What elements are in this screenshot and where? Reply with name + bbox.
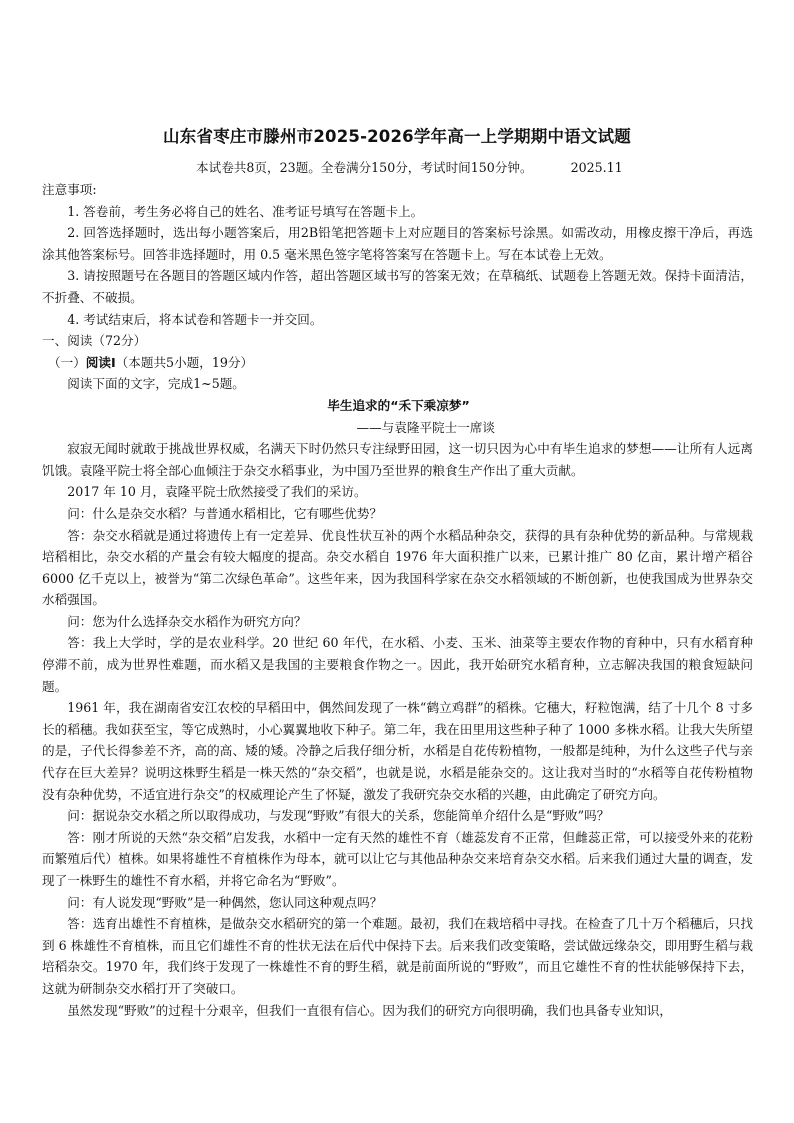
article-paragraph: 寂寂无闻时就敢于挑战世界权威，名满天下时仍然只专注绿野田园，这一切只因为心中有毕生追求的梦想——让所有人远离饥饿。袁隆平院士将全部心血倾注于杂交水稻事业，为中国乃至世界的粮食生产作出了重大贡献。 <box>42 441 753 478</box>
article-paragraph: 答：选育出雄性不育植株，是做杂交水稻研究的第一个难题。最初，我们在栽培稻中寻找。在检查了几十万个稻穗后，只找到 6 株雄性不育植株，而且它们雄性不育的性状无法在后代中保持下去。后来我们改变策略，尝试做远缘杂交，即用野生稻与栽培稻杂交。1970 年，我们终于发现了一株雄性不育的野生稻，就是前面所说的“野败”，而且它雄性不育的性状能够保持下去，这就为研制杂交水稻打开了突破口。 <box>42 916 753 996</box>
subsection-note: （本题共5小题，19分） <box>115 354 254 370</box>
reading-instruction: 阅读下面的文字，完成1~5题。 <box>67 376 245 392</box>
article-paragraph: 问：您为什么选择杂交水稻作为研究方向？ <box>67 613 307 629</box>
subsection-title: 阅读Ⅰ <box>85 354 116 370</box>
exam-body <box>42 179 753 1021</box>
exam-title: 山东省枣庄市滕州市2025-2026学年高一上学期期中语文试题 <box>163 127 631 146</box>
article-paragraph: 答：刚才所说的天然“杂交稻”启发我，水稻中一定有天然的雄性不育（雄蕊发育不正常，但雌蕊正常，可以接受外来的花粉而繁殖后代）植株。如果将雄性不育植株作为母本，就可以让它与其他品种杂交来培育杂交水稻。后来我们通过大量的调查，发现了一株野生的雄性不育水稻，并将它命名为“野败”。 <box>42 829 753 888</box>
article-paragraph: 问：有人说发现“野败”是一种偶然，您认同这种观点吗？ <box>67 894 383 910</box>
article-paragraph: 答：我上大学时，学的是农业科学。20 世纪 60 年代，在水稻、小麦、玉米、油菜等主要农作物的育种中，只有水稻育种停滞不前，成为世界性难题，而水稻又是我国的主要粮食作物之一。因此，我开始研究水稻育种，立志解决我国的粮食短缺问题。 <box>42 635 753 694</box>
notice-item: 2. 回答选择题时，选出每小题答案后，用2B铅笔把答题卡上对应题目的答案标号涂黑。如需改动，用橡皮擦干净后，再选涂其他答案标号。回答非选择题时，用 0.5 毫米黑色签字笔将答案写在答题卡上。写在本试卷上无效。 <box>42 225 753 262</box>
article-paragraph: 答：杂交水稻就是通过将遗传上有一定差异、优良性状互补的两个水稻品种杂交，获得的具有杂种优势的新品种。与常规栽培稻相比，杂交水稻的产量会有较大幅度的提高。杂交水稻自 1976 年大面积推广以来，已累计推广 80 亿亩，累计增产稻谷 6000 亿千克以上，被誉为“第二次绿色革命”。这些年来，因为我国科学家在杂交水稻领域的不断创新，也使我国成为世界杂交水稻强国。 <box>42 527 753 608</box>
subsection-prefix: （一） <box>48 354 86 370</box>
article-paragraph: 问：据说杂交水稻之所以取得成功，与发现“野败”有很大的关系，您能简单介绍什么是“野败”吗？ <box>67 808 610 824</box>
exam-info: 本试卷共8页，23题。全卷满分150分，考试时间150分钟。 <box>196 160 533 175</box>
article-paragraph: 2017 年 10 月，袁隆平院士欣然接受了我们的采访。 <box>67 484 367 500</box>
subsection-heading <box>42 352 753 374</box>
notice-item: 1. 答卷前，考生务必将自己的姓名、准考证号填写在答题卡上。 <box>67 203 424 219</box>
exam-info-line <box>196 157 756 179</box>
notice-heading: 注意事项: <box>42 182 97 197</box>
notice-item: 4. 考试结束后，将本试卷和答题卡一并交回。 <box>67 311 323 327</box>
article-paragraph: 虽然发现“野败”的过程十分艰辛，但我们一直很有信心。因为我们的研究方向很明确，我们也具备专业知识， <box>67 1002 672 1018</box>
article-paragraph: 1961 年，我在湖南省安江农校的早稻田中，偶然间发现了一株“鹤立鸡群”的稻株。它穗大，籽粒饱满，结了十几个 8 寸多长的稻穗。我如获至宝，等它成熟时，小心翼翼地收下种子。第二年，我在田里用这些种子种了 1000 多株水稻。让我大失所望的是，子代长得参差不齐，高的高、矮的矮。冷静之后我仔细分析，水稻是自花传粉植物，一般都是纯种，为什么这些子代与亲代存在巨大差异？说明这株野生稻是一株天然的“杂交稻”，也就是说，水稻是能杂交的。这让我对当时的“水稻等自花传粉植物没有杂种优势，不适宜进行杂交”的权威理论产生了怀疑，激发了我研究杂交水稻的兴趣，由此确定了研究方向。 <box>42 700 753 802</box>
article-paragraph: 问：什么是杂交水稻？与普通水稻相比，它有哪些优势？ <box>67 505 383 521</box>
section-heading: 一、阅读（72分） <box>42 333 147 349</box>
notice-item: 3. 请按照题号在各题目的答题区域内作答，超出答题区域书写的答案无效；在草稿纸、试题卷上答题无效。保持卡面清洁，不折叠、不破损。 <box>42 268 753 305</box>
exam-date: 2025.11 <box>570 160 623 175</box>
article-title: 毕生追求的“禾下乘凉梦” <box>327 397 470 413</box>
article-subtitle: ——与袁隆平院士一席谈 <box>356 419 495 435</box>
